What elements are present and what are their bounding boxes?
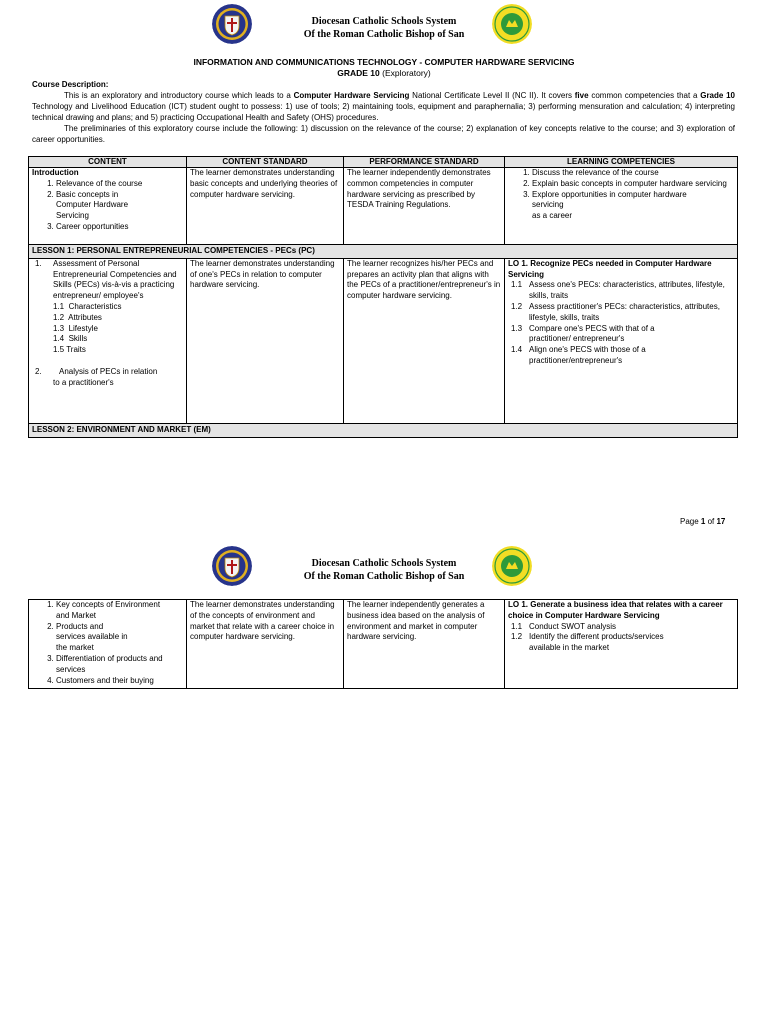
cell-lesson1-content-standard: The learner demonstrates understanding of one's PECs in relation to computer hardware servicing.	[187, 258, 344, 423]
cell-lesson2-content	[29, 600, 187, 689]
table-row-lesson-2	[29, 600, 738, 689]
list-item-continued: to a practitioner's	[53, 377, 114, 387]
list-item: 1.2 Assess practitioner's PECs: characteristics, attributes, lifestyle, skills, traits	[511, 301, 720, 322]
table-row-introduction	[29, 168, 738, 245]
list-item: 2. Basic concepts in Computer Hardware Servicing	[56, 190, 183, 222]
grade-note: (Exploratory)	[382, 68, 431, 78]
col-header-content-standard: CONTENT STANDARD	[187, 157, 344, 168]
curriculum-table-continued	[28, 599, 738, 689]
cell-intro-content	[29, 168, 187, 245]
description-paragraph-1: This is an exploratory and introductory course which leads to a Computer Hardware Servicing National Certificate Level II (NC II). It covers five common competencies that a Grade 10 Technology and Livelihood Education (ICT) student ought to possess: 1) use of tools; 2) maintaining tools, equipment and paraphernalia; 3) performing mensuration and calculation; 4) interpreting technical drawing and plans; and 5) practicing Occupational Health and Safety (OHS) procedures.	[32, 91, 736, 122]
list-item: 1.3 Compare one's PECS with that of a practitioner/ entrepreneur's	[511, 323, 655, 344]
lo-title: LO 1. Generate a business idea that relates with a career choice in Computer Hardware Servicing	[508, 600, 723, 620]
list-item: 1.2 Identify the different products/services available in the market	[511, 632, 664, 653]
course-description	[32, 79, 735, 145]
grade-line	[0, 68, 768, 79]
cell-lesson1-competencies	[505, 258, 738, 423]
page-number: Page 1 of 17	[680, 517, 726, 526]
list-item: 1. Discuss the relevance of the course	[532, 168, 734, 179]
list-item: 1. Key concepts of Environment and Market	[56, 600, 183, 622]
list-item: 1.4 Align one's PECS with those of a practitioner/entrepreneur's	[511, 345, 646, 365]
lesson-1-row	[29, 245, 738, 259]
course-title: INFORMATION AND COMMUNICATIONS TECHNOLOGY - COMPUTER HARDWARE SERVICING	[193, 57, 575, 67]
list-item: 2. Analysis of PECs in relation	[35, 366, 158, 376]
cell-lesson1-performance-standard: The learner recognizes his/her PECs and prepares an activity plan that aligns with the PECs of a practitioner/entrepreneur's in computer hardware servicing.	[344, 258, 505, 423]
cell-lesson2-performance-standard: The learner independently generates a business idea based on the analysis of environment and market in computer hardware servicing.	[344, 600, 505, 689]
list-item: 2. Products and services available in the market	[56, 622, 183, 654]
table-row-lesson-1	[29, 258, 738, 423]
grade-label: GRADE 10	[337, 68, 380, 78]
cell-lesson2-content-standard: The learner demonstrates understanding of the concepts of environment and market that relate with a career choice in computer hardware servicing.	[187, 600, 344, 689]
table-header-row	[29, 157, 738, 168]
lesson-2-title: LESSON 2: ENVIRONMENT AND MARKET (EM)	[29, 423, 738, 437]
header-line-2: Of the Roman Catholic Bishop of San	[303, 571, 465, 582]
list-item: 3. Explore opportunities in computer hardware servicing as a career	[532, 190, 734, 222]
list-item: 1.4 Skills	[53, 334, 88, 344]
lesson-2-row	[29, 423, 738, 437]
list-item: 3. Differentiation of products and services	[56, 654, 183, 676]
list-item: 1. Assessment of Personal Entrepreneurial Competencies and Skills (PECs) vis-à-vis a practicing entrepreneur/ employee's	[35, 258, 177, 301]
description-paragraph-2: The preliminaries of this exploratory course include the following: 1) discussion on the relevance of the course; 2) explanation of key concepts relative to the course; and 3) exploration of career opportunities.	[32, 124, 735, 144]
description-heading: Course Description:	[32, 80, 109, 89]
curriculum-table	[28, 156, 738, 438]
cell-lesson2-competencies	[505, 600, 738, 689]
list-item: 1.5 Traits	[53, 345, 86, 355]
cell-intro-content-standard: The learner demonstrates understanding basic concepts and underlying theories of computer hardware servicing.	[187, 168, 344, 245]
list-item: 3. Career opportunities	[56, 222, 183, 233]
list-item: 1.2 Attributes	[53, 312, 102, 322]
list-item: 1.1 Characteristics	[53, 301, 122, 311]
cell-intro-performance-standard: The learner independently demonstrates common competencies in computer hardware servicing as prescribed by TESDA Training Regulations.	[344, 168, 505, 245]
sub-list	[32, 302, 183, 356]
list-item: 4. Customers and their buying	[56, 676, 183, 687]
header-line-1: Diocesan Catholic Schools System	[311, 558, 457, 569]
header-line-2: Of the Roman Catholic Bishop of San	[303, 29, 465, 40]
lo-title: LO 1. Recognize PECs needed in Computer Hardware Servicing	[508, 258, 712, 279]
cell-lesson1-content	[29, 258, 187, 423]
cell-intro-competencies	[505, 168, 738, 245]
list-item: 1.1 Conduct SWOT analysis	[511, 621, 616, 631]
lesson-1-title: LESSON 1: PERSONAL ENTREPRENEURIAL COMPETENCIES - PECs (PC)	[29, 245, 738, 259]
list-item: 1.1 Assess one's PECs: characteristics, attributes, lifestyle, skills, traits	[511, 280, 725, 301]
intro-title: Introduction	[32, 168, 79, 177]
list-item: 2. Explain basic concepts in computer hardware servicing	[532, 179, 734, 190]
list-item: 1.3 Lifestyle	[53, 323, 98, 333]
list-item: 1. Relevance of the course	[56, 179, 183, 190]
col-header-content: CONTENT	[29, 157, 187, 168]
header-line-1: Diocesan Catholic Schools System	[311, 16, 457, 27]
col-header-performance-standard: PERFORMANCE STANDARD	[344, 157, 505, 168]
col-header-learning-competencies: LEARNING COMPETENCIES	[505, 157, 738, 168]
